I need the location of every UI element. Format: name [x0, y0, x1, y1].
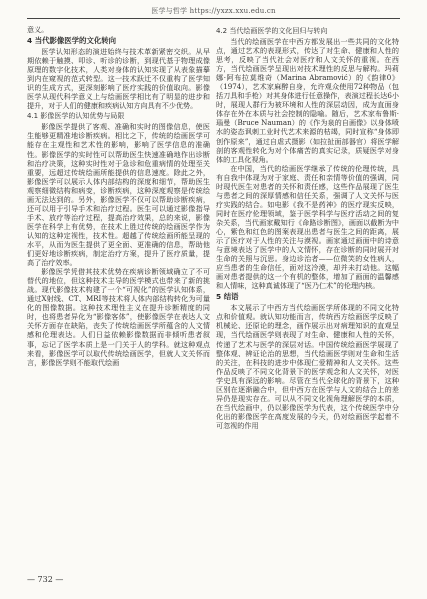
section-4-heading: 4 当代影像医学的文化转向 — [27, 36, 117, 46]
section-5-heading: 5 结语 — [216, 292, 239, 302]
header-divider — [27, 18, 400, 19]
subsection-4-2-paragraph-2: 在中国，当代的绘画医学继承了传统的伦理传统，具有自我中体现为对于家庭、责任和亲情等价值的强调，同时现代医生对患者的关怀和责任感，这些作品展现了医生与患者之间的深厚情感和信任关系，强调了人文关怀与医疗实践的结合。如电影《我不是药神》的医疗现实反映，同时在医疗伦理领域，鉴于医学科学与医疗活动之间的复杂关系，当代画家戴知行《命路诊断图》，画面以截断为中心，紫色和红色的图案表现出患者与医生之间的距离，展示了医疗对于人性的关注与漠视。画家通过画面中的诗意与意境表达了医学中的人文情怀，存在诊断的同时展开对生命的关照与沉思。身边诊治者——位微笑的女性病人，应当患者的生命信任，面对这冷漠，却并未打动他。这幅画对患者提供的这一个有机的整体，增加了画面的温馨感和人情味，这种真诚体现了“医乃仁术”的伦理内核。 — [216, 163, 399, 291]
subsection-4-2-paragraph-1: 当代的绘画医学在中西方都发展出一些共同的文化特点，通过艺术的表现形式，传达了对生命、健康和人性的思考，反映了当代社会对医疗和人文关怀的重视。在西方，当代绘画医学呈现出对技术理性的反思与解构。玛莉娜·阿布拉莫维奇（Marina Abramović）的《韵律0》（1974），艺术家麻醉自身，允许观众使用72种物品（包括刀具和手枪）对其身体进行任意操作，表演过程长达6小时，展现人群行为被环境和人性的深层动因，成为直面身体存在外在本质与社会控制的隐喻。随后，艺术家布鲁斯·瑙曼（Bruce Nauman）的《作为泉的自画像》以身体喷水的姿态讽刺工业时代艺术来源的枯竭，同时宣称“身体即创作原来”，通过自虐式摄影（如拉扯面部器官）将医学解剖的客观性转化为对个体痛苦的真实记录，质疑医学对身体的工具化视角。 — [216, 37, 399, 164]
running-header — [0, 0, 427, 22]
subsection-4-1-heading: 4.1 影像医学的认知优势与局限 — [27, 112, 125, 121]
right-column — [216, 25, 399, 430]
page-number: — 732 — — [27, 575, 64, 584]
intro-paragraph: 意义。 — [27, 25, 49, 34]
left-column — [27, 25, 210, 367]
subsection-4-1-paragraph-1: 影像医学提供了客观、准确和实时的图像信息，使医生能够更精准地诊断疾病。相比之下，传统的绘画医学可能存在主观性和艺术性的影响，影响了医学信息的准确性。影像医学的实时性可以帮助医生快速准确地作出诊断和治疗决策，这种实时性对于急诊和危重病情的处理至关重要，远超过传统绘画所能提供的信息速度。除此之外，影像医学可以展示人体内部结构的深度和细节，帮助医生观察细微结构和病变，诊断疾病，这种深度观察是传统绘画无法达到的。另外，影像医学不仅可以帮助诊断疾病，还可以用于引导手术和治疗过程。医生可以通过影像指导手术、放疗等治疗过程，提高治疗效果，总的来说，影像医学在科学上有优势，在技术上胜过传统的绘画医学作为认知的这种定视性，技术性。超越了传统绘画所能呈现的水平，从而为医生提供了更全面、更准确的信息，帮助他们更好地诊断疾病，制定治疗方案，提升了医疗质量，提高了治疗效率。 — [27, 122, 210, 268]
journal-header: 医学与哲学 https://yxzx.xxu.edu.cn — [151, 7, 276, 15]
subsection-4-1-paragraph-2: 影像医学凭借其技术优势在疾病诊断领域确立了不可替代的地位，但这种技术主导的医学模式也带来了新的挑战。现代影像技术构建了一个“可视化”的医学认知体系，通过X射线、CT、MRI等技术将人体内部结构转化为可量化的图像数据。这种技术理性主义在提升诊断精度的同时，也将患者异化为“影像客体”，使影像医学在表达人文关怀方面存在缺陷，丧失了传统绘画医学所蕴含的人文情感和伦理表达。人们日益依赖影像数据而非倾听患者叙事，忘记了医学本质上是一门关于人的学科。就这种观点来看，影像医学可以取代传统绘画医学，但就人文关怀而言，影像医学则不能取代绘画 — [27, 267, 210, 367]
section-5-paragraph: 本文展示了中西方当代绘画医学所体现的不同文化特点和价值观。就认知功能而言，传统西方绘画医学反映了机械论、还原论的理念，画作展示出对病理知识的直观呈现，当代绘画医学则表现了对生命、健康和人性的关怀，传递了艺术与医学的深层对话。中国传统绘画医学展现了整体观、辨证论治的思想，当代绘画医学则对生命和生活的关注，在科技的进步中体现仁爱精神和人文关怀。这些作品反映了不同文化背景下的医学观念和人文关怀，对医学史具有深远的影响。尽管在当代全球化的背景下，这种区别在逐渐融合中，但中西方在医学与人文的结合上的差异仍是现实存在。可以从不同文化视角理解医学的本质，在当代绘画中，仍以影像医学为代表，这个传统医学中分化出的影像医学在高度发展的今天，仍对绘画医学起着不可忽视的作用 — [216, 303, 399, 430]
subsection-4-2-heading: 4.2 当代绘画医学的文化回归与转向 — [216, 27, 328, 35]
section-4-paragraph: 医学认知形态的演进始终与技术革新紧密交织。从早期依赖于触摸、叩诊、听诊的诊断，到现代基于物理成像原理的数字化技术，人类对身体的认知实现了从表象描摹到内在窥视的范式转型。这一技术跃迁不仅重构了医学知识的生成方式，更深刻影响了医疗实践的价值取向。影像医学从现代科学意义上与绘画医学相比有了明显的进步和提升，对于人们的健康和疾病认知方向具有不少优势。 — [27, 47, 210, 111]
